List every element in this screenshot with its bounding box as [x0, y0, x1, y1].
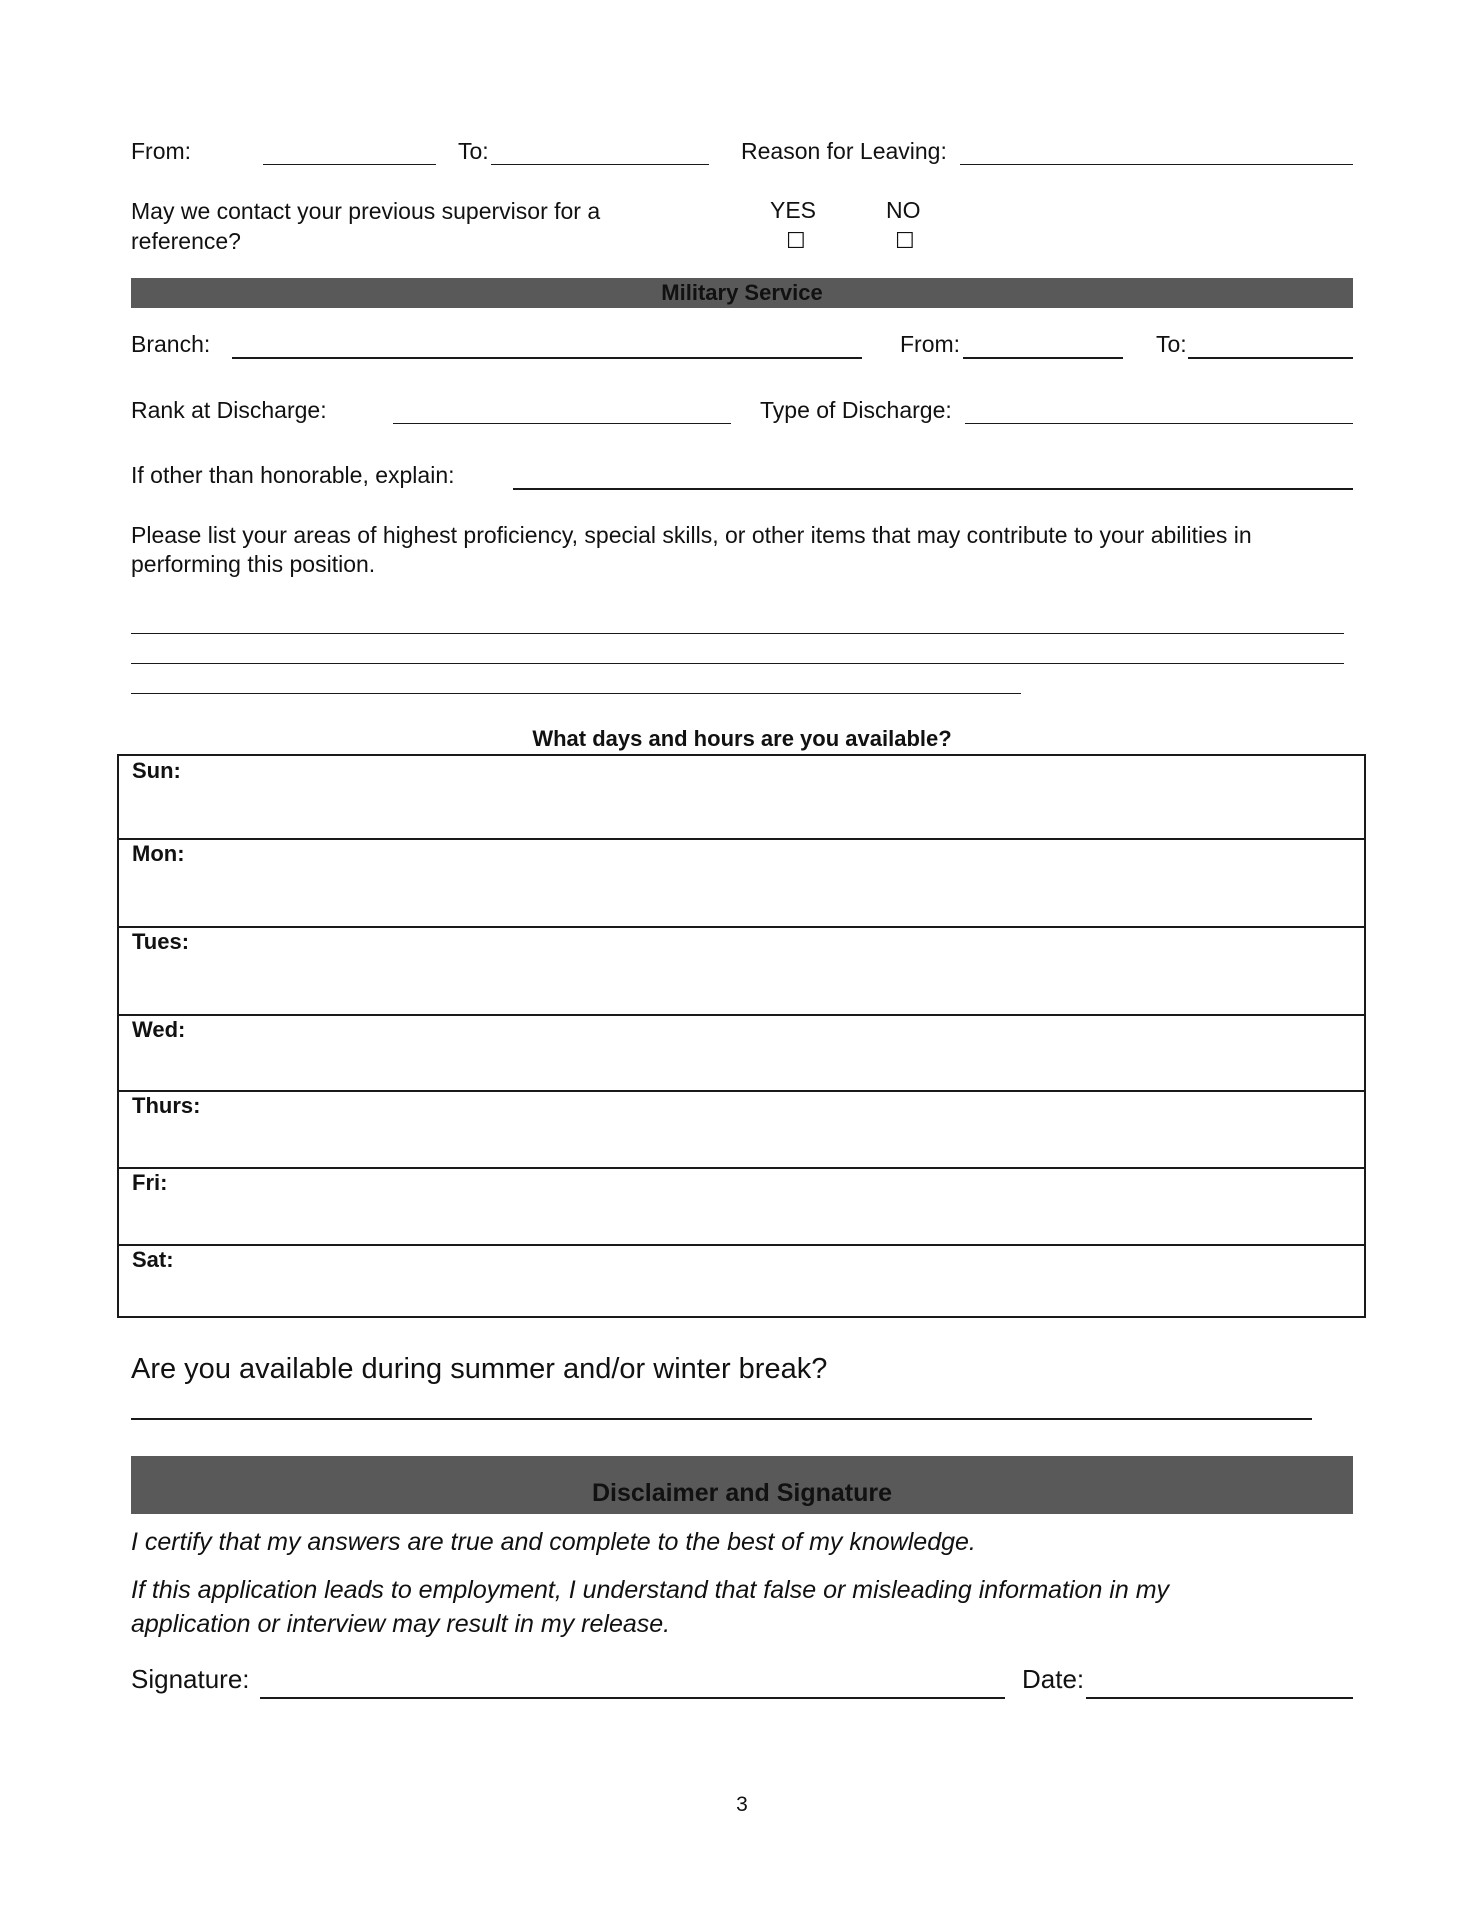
- disclaimer-release-text: If this application leads to employment, I understand that false or misleading information in my application or interview may result in my release.: [131, 1576, 1170, 1638]
- break-question: Are you available during summer and/or winter break?: [131, 1353, 828, 1385]
- to-label: To:: [458, 138, 489, 164]
- availability-heading: What days and hours are you available?: [532, 726, 952, 751]
- no-checkbox[interactable]: ☐: [895, 228, 915, 253]
- availability-row-fri[interactable]: [119, 1167, 1364, 1244]
- page-number: 3: [736, 1793, 748, 1816]
- date-label: Date:: [1022, 1664, 1085, 1694]
- reason-for-leaving-field[interactable]: [960, 164, 1353, 165]
- day-label-thurs: Thurs:: [132, 1093, 201, 1118]
- from-date-field[interactable]: [263, 164, 436, 165]
- branch-label: Branch:: [131, 331, 211, 357]
- availability-row-thurs[interactable]: [119, 1090, 1364, 1167]
- availability-row-mon[interactable]: [119, 838, 1364, 926]
- disclaimer-heading: Disclaimer and Signature: [131, 1456, 1353, 1514]
- skills-answer-line-1[interactable]: [131, 633, 1344, 634]
- skills-prompt: Please list your areas of highest proficiency, special skills, or other items that may contribute to your abilities in performing this position.: [131, 522, 1252, 577]
- skills-answer-line-3[interactable]: [131, 693, 1021, 694]
- military-from-label: From:: [900, 331, 961, 357]
- availability-row-wed[interactable]: [119, 1014, 1364, 1090]
- availability-row-sat[interactable]: [119, 1244, 1364, 1316]
- day-label-sun: Sun:: [132, 758, 181, 783]
- date-field[interactable]: [1086, 1697, 1353, 1699]
- yes-checkbox[interactable]: ☐: [786, 228, 806, 253]
- availability-row-sun[interactable]: [119, 756, 1364, 838]
- explain-label: If other than honorable, explain:: [131, 462, 455, 488]
- branch-field[interactable]: [232, 357, 862, 359]
- yes-label: YES: [770, 197, 817, 223]
- rank-at-discharge-label: Rank at Discharge:: [131, 397, 327, 423]
- reason-for-leaving-label: Reason for Leaving:: [741, 138, 947, 164]
- disclaimer-certify-text: I certify that my answers are true and complete to the best of my knowledge.: [131, 1528, 976, 1556]
- availability-row-tues[interactable]: [119, 926, 1364, 1014]
- day-label-wed: Wed:: [132, 1017, 186, 1042]
- contact-supervisor-question: May we contact your previous supervisor for a reference?: [131, 198, 601, 254]
- break-answer-field[interactable]: [131, 1418, 1312, 1420]
- day-label-fri: Fri:: [132, 1170, 168, 1195]
- day-label-mon: Mon:: [132, 841, 185, 866]
- type-of-discharge-label: Type of Discharge:: [760, 397, 952, 423]
- no-label: NO: [886, 197, 921, 223]
- signature-field[interactable]: [260, 1697, 1005, 1699]
- military-to-field[interactable]: [1188, 357, 1353, 359]
- availability-table: [117, 754, 1366, 1318]
- military-service-heading: Military Service: [131, 278, 1353, 308]
- rank-at-discharge-field[interactable]: [393, 423, 731, 424]
- type-of-discharge-field[interactable]: [965, 423, 1353, 424]
- military-to-label: To:: [1156, 331, 1187, 357]
- military-from-field[interactable]: [963, 357, 1123, 359]
- day-label-tues: Tues:: [132, 929, 190, 954]
- explain-field[interactable]: [513, 488, 1353, 490]
- day-label-sat: Sat:: [132, 1247, 174, 1272]
- to-date-field[interactable]: [491, 164, 709, 165]
- from-label: From:: [131, 138, 192, 164]
- signature-label: Signature:: [131, 1664, 250, 1694]
- skills-answer-line-2[interactable]: [131, 663, 1344, 664]
